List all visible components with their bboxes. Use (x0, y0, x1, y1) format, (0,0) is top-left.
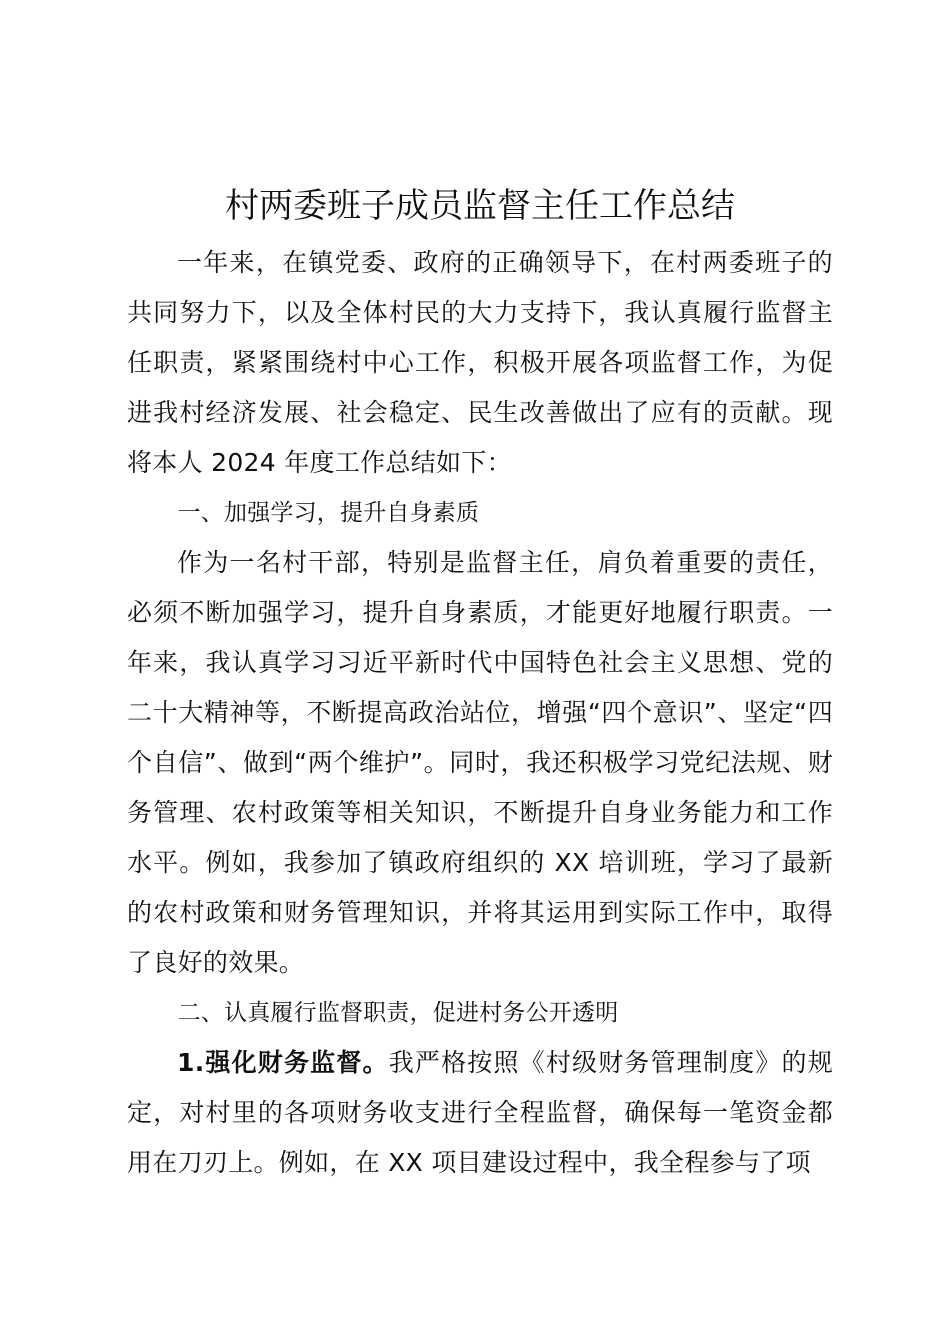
item-1-lead: 1.强化财务监督。 (177, 1048, 389, 1077)
intro-paragraph: 一年来，在镇党委、政府的正确领导下，在村两委班子的共同努力下，以及全体村民的大力支持下，我认真履行监督主任职责，紧紧围绕村中心工作，积极开展各项监督工作，为促进我村经济发展、社会稳定、民生改善做出了应有的贡献。现将本人 2024 年度工作总结如下： (127, 248, 833, 477)
item-1-body: 我严格按照《村级财务管理制度》的规定，对村里的各项财务收支进行全程监督，确保每一笔资金都用在刀刃上。例如，在 XX 项目建设过程中，我全程参与了项 (127, 1048, 834, 1177)
section-2-heading: 二、认真履行监督职责，促进村务公开透明 (177, 1000, 619, 1026)
section-1-paragraph: 作为一名村干部，特别是监督主任，肩负着重要的责任，必须不断加强学习，提升自身素质，才能更好地履行职责。一年来，我认真学习习近平新时代中国特色社会主义思想、党的二十大精神等，不断提高政治站位，增强“四个意识”、坚定“四个自信”、做到“两个维护”。同时，我还积极学习党纪法规、财务管理、农村政策等相关知识，不断提升自身业务能力和工作水平。例如，我参加了镇政府组织的 XX 培训班，学习了最新的农村政策和财务管理知识，并将其运用到实际工作中，取得了良好的效果。 (127, 548, 833, 977)
section-1-heading: 一、加强学习，提升自身素质 (177, 500, 480, 526)
document-title: 村两委班子成员监督主任工作总结 (225, 186, 735, 226)
document-page (127, 180, 833, 1188)
section-2-item-1-paragraph (127, 1038, 833, 1188)
